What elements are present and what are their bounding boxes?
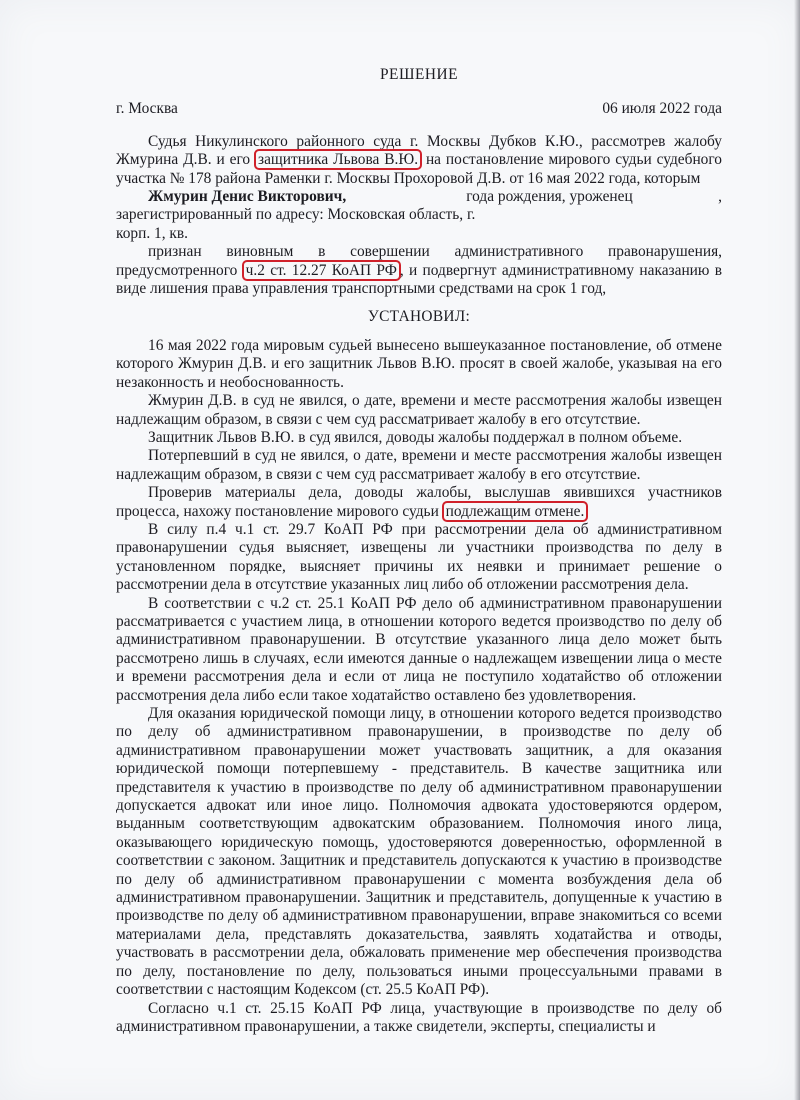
scan-edge (794, 0, 800, 1100)
paragraph-1: 16 мая 2022 года мировым судьей вынесено вышеуказанное постановление, об отмене которого Жмурин Д.В. и его защитник Львов В.Ю. просят в своей жалобе, указывая на его незаконность и необоснованность. (116, 336, 722, 391)
person-name-group (148, 188, 346, 206)
person-name-comma: , (342, 188, 347, 206)
paragraph-3: Защитник Львов В.Ю. в суд явился, доводы жалобы поддержал в полном объеме. (148, 428, 683, 446)
person-address (116, 206, 722, 224)
person-line (116, 188, 722, 206)
document-title: РЕШЕНИЕ (379, 66, 459, 83)
highlight-cancel: подлежащим отмене. (442, 501, 589, 522)
person-address-text: зарегистрированный по адресу: Московская область, г. (116, 206, 476, 224)
paragraph-5 (116, 484, 722, 521)
highlight-defender: защитника Львова В.Ю. (254, 149, 422, 170)
document-body (116, 66, 722, 1036)
document-header (116, 100, 722, 118)
person-trail: , (718, 188, 722, 206)
intro-text-2: на постановление мирового судьи судебного участка № 178 района Раменки г. Москвы Прохоровой Д.В. от 16 мая 2022 года, которым (116, 151, 722, 187)
paragraph-9: Согласно ч.1 ст. 25.15 КоАП РФ лица, участвующие в производстве по делу об административном правонарушении, а также свидетели, эксперты, специалисты и (116, 999, 722, 1035)
paragraph-4: Потерпевший в суд не явился, о дате, времени и месте рассмотрения жалобы извещен надлежащим образом, в связи с чем суд рассматривает жалобу в его отсутствие. (116, 447, 722, 483)
highlight-article: ч.2 ст. 12.27 КоАП РФ (242, 260, 401, 281)
paragraph-5-text: Проверив материалы дела, доводы жалобы, выслушав явившихся участников процесса, нахожу постановление мирового судьи (116, 484, 722, 520)
paragraph-8: Для оказания юридической помощи лицу, в отношении которого ведется производство по делу об административном правонарушении, в производстве по делу об административном правонарушении может участвовать защитник, а для оказания юридической помощи потерпевшему - представитель. В качестве защитника или представителя к участию в производстве по делу об административном правонарушении допускается адвокат или иное лицо. Полномочия адвоката удостоверяются ордером, выданным соответствующим адвокатским образованием. Полномочия иного лица, оказывающего юридическую помощь, удостоверяются доверенностью, оформленной в соответствии с законом. Защитник и представитель допускаются к участию в производстве по делу об административном правонарушении с момента возбуждения дела об административном правонарушении. Защитник и представитель, допущенные к участию в производстве по делу об административном правонарушении, вправе знакомиться со всеми материалами дела, представлять доказательства, заявлять ходатайства и отводы, участвовать в рассмотрении дела, обжаловать применение мер обеспечения производства по делу, постановление по делу, пользоваться иными процессуальными правами в соответствии с настоящим Кодексом (ст. 25.5 КоАП РФ). (116, 705, 722, 999)
intro-text-1: Судья Никулинского районного суда г. Москвы Дубков К.Ю., рассмотрев жалобу Жмурина Д.В. и его (116, 132, 722, 169)
paragraph-6: В силу п.4 ч.1 ст. 29.7 КоАП РФ при рассмотрении дела об административном правонарушении судья выясняет, извещены ли участники производства по делу в установленном порядке, выясняет причины их неявки и принимает решение о рассмотрении дела в отсутствие указанных лиц либо об отложении рассмотрения дела. (116, 520, 722, 594)
established-heading: УСТАНОВИЛ: (367, 308, 471, 326)
person-name: Жмурин Денис Викторович (148, 188, 343, 206)
intro-paragraph (116, 133, 722, 188)
person-corp: корп. 1, кв. (116, 224, 189, 242)
paragraph-7: В соответствии с ч.2 ст. 25.1 КоАП РФ дело об административном правонарушении рассматривается с участием лица, в отношении которого ведется производство по делу об административном правонарушении. В отсутствие указанного лица дело может быть рассмотрено лишь в случаях, если имеются данные о надлежащем извещении лица о месте и времени рассмотрения дела и если от лица не поступило ходатайство об отложении рассмотрения дела либо если такое ходатайство оставлено без удовлетворения. (116, 594, 722, 704)
verdict-text-2: , и подвергнут административному наказанию в виде лишения права управления транспортными средствами на срок 1 год, (116, 261, 722, 298)
verdict-text-1: признан виновным в совершении административного правонарушения, предусмотренного (116, 243, 722, 279)
city: г. Москва (116, 100, 178, 118)
person-birth: года рождения, уроженец (466, 188, 633, 206)
paragraph-2: Жмурин Д.В. в суд не явился, о дате, времени и месте рассмотрения жалобы извещен надлежащим образом, в связи с чем суд рассматривает жалобу в его отсутствие. (116, 392, 722, 428)
verdict-paragraph (116, 243, 722, 298)
decision-date: 06 июля 2022 года (602, 100, 722, 118)
